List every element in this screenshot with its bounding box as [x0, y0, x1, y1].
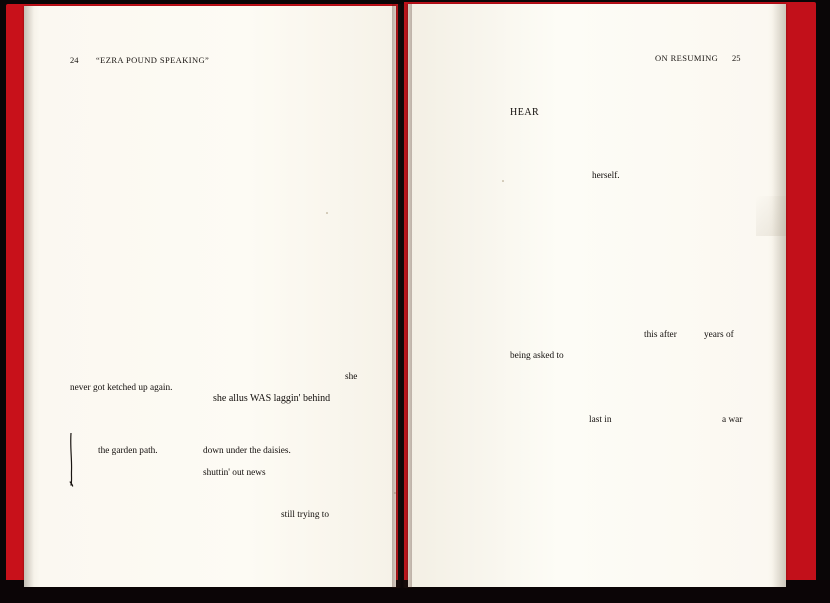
poem-line: HEAR	[510, 107, 540, 118]
poem-line: a war	[722, 415, 743, 425]
left-page-running-head: “EZRA POUND SPEAKING”	[96, 55, 210, 65]
poem-line: this after	[644, 330, 677, 340]
left-page-folio: 24	[70, 55, 79, 65]
paper-speck	[326, 212, 328, 214]
poem-line: the garden path.	[98, 446, 158, 456]
right-page	[408, 4, 786, 587]
poem-line: being asked to	[510, 351, 564, 361]
paper-speck	[502, 180, 504, 182]
right-page-folio: 25	[732, 53, 741, 63]
poem-line: still trying to	[281, 510, 330, 520]
poem-line: she	[345, 372, 358, 382]
paper-speck	[394, 492, 396, 494]
poem-line: herself.	[592, 171, 620, 181]
poem-line: down under the daisies.	[203, 446, 291, 456]
poem-line: she allus WAS laggin' behind	[213, 393, 331, 404]
right-page-running-head: ON RESUMING	[655, 53, 719, 63]
poem-line: years of	[704, 330, 734, 340]
left-page	[24, 6, 396, 587]
poem-line: last in	[589, 415, 612, 425]
poem-line: shuttin' out news	[203, 468, 266, 478]
poem-line: never got ketched up again.	[70, 383, 173, 393]
